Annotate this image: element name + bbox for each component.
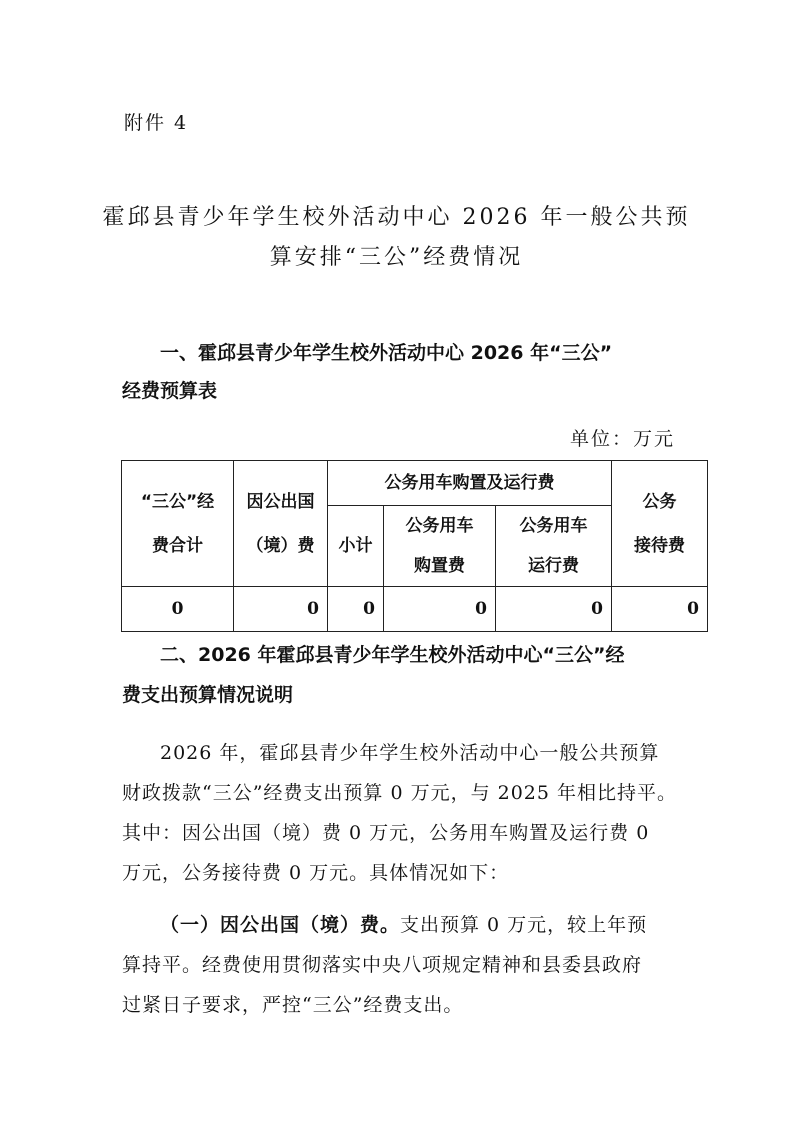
value-operation: 0 [496, 587, 612, 632]
header-operation [496, 506, 612, 587]
header-reception-l2: 接待费 [634, 535, 685, 556]
section1-heading-line-1: 一、霍邱县青少年学生校外活动中心 2026 年“三公” [160, 342, 613, 364]
para2-bold-heading: （一）因公出国（境）费。 [160, 914, 401, 936]
para1-line-3: 其中：因公出国（境）费 0 万元，公务用车购置及运行费 0 [122, 822, 650, 844]
header-reception [612, 461, 708, 587]
unit-label: 单位：万元 [569, 428, 675, 450]
header-abroad-l2: （境）费 [246, 535, 315, 556]
para2-line-2: 算持平。经费使用贯彻落实中央八项规定精神和县委县政府 [122, 954, 643, 976]
para1-line-4: 万元，公务接待费 0 万元。具体情况如下： [122, 862, 510, 884]
table-row [122, 587, 708, 632]
header-reception-l1: 公务 [642, 491, 677, 512]
para2-line-1-rest: 支出预算 0 万元，较上年预 [400, 914, 648, 936]
para2-line-3: 过紧日子要求，严控“三公”经费支出。 [122, 994, 464, 1016]
section1-heading-line-2: 经费预算表 [122, 380, 218, 402]
attachment-label: 附件 4 [124, 112, 189, 134]
value-total: 0 [122, 587, 234, 632]
value-abroad: 0 [234, 587, 328, 632]
section2-heading-line-1: 二、2026 年霍邱县青少年学生校外活动中心“三公”经 [160, 644, 625, 666]
title-line-2: 算安排“三公”经费情况 [269, 245, 524, 270]
header-total [122, 461, 234, 587]
header-purchase-l2: 购置费 [414, 556, 465, 576]
value-reception: 0 [612, 587, 708, 632]
header-abroad-l1: 因公出国 [246, 491, 315, 512]
header-operation-l1: 公务用车 [519, 516, 588, 536]
para1-line-2: 财政拨款“三公”经费支出预算 0 万元，与 2025 年相比持平。 [122, 782, 678, 804]
section2-heading-line-2: 费支出预算情况说明 [122, 684, 294, 706]
header-total-l1: “三公”经 [140, 491, 215, 512]
table-header-row-1 [122, 461, 708, 506]
header-purchase [384, 506, 496, 587]
header-vehicle-group: 公务用车购置及运行费 [328, 461, 612, 506]
value-purchase: 0 [384, 587, 496, 632]
title-line-1: 霍邱县青少年学生校外活动中心 2026 年一般公共预 [102, 205, 691, 230]
header-total-l2: 费合计 [152, 535, 203, 556]
para2-line-1 [160, 910, 647, 937]
header-subtotal: 小计 [328, 506, 384, 587]
budget-table [121, 460, 708, 632]
header-operation-l2: 运行费 [528, 556, 579, 576]
header-purchase-l1: 公务用车 [405, 516, 474, 536]
para1-line-1: 2026 年，霍邱县青少年学生校外活动中心一般公共预算 [160, 742, 660, 764]
header-abroad [234, 461, 328, 587]
value-subtotal: 0 [328, 587, 384, 632]
